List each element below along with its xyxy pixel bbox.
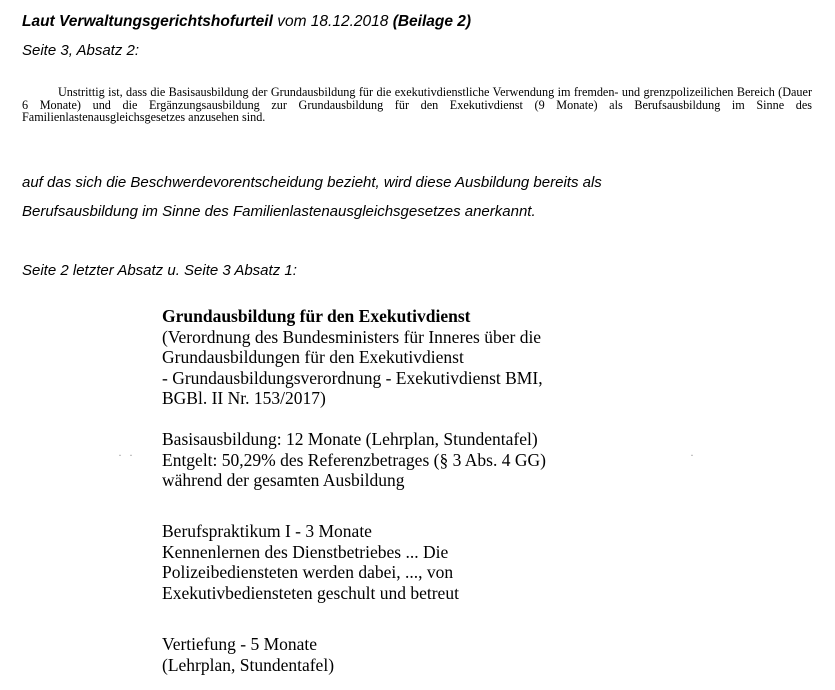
program-title: Grundausbildung für den Exekutivdienst (162, 306, 471, 326)
document-heading (22, 13, 471, 31)
quoted-ruling-paragraph: Unstrittig ist, dass die Basisausbildung der Grundausbildung für die exekutivdienstliche Verwendung im fremden- und grenzpolizeilichen Bereich (Dauer 6 Monate) und die Ergänzungsausbildung zur Grundausbildung für den Exekutivdienst (9 Monate) als Berufsausbildung im Sinne des Familienlastenausgleichsgesetzes anzusehen sind. (22, 85, 812, 124)
deepening-block (162, 634, 334, 675)
scan-artifact: · (690, 448, 696, 462)
statement-line-2: Berufsausbildung im Sinne des Familienlastenausgleichsgesetzes anerkannt. (22, 203, 536, 220)
program-overview (162, 306, 543, 409)
practicum-line: Berufspraktikum I - 3 Monate (162, 521, 372, 541)
regulation-line: Grundausbildungen für den Exekutivdienst (162, 347, 464, 367)
practicum-line: Exekutivbediensteten geschult und betreut (162, 582, 459, 603)
scan-artifact: · · (118, 448, 135, 462)
statement-line-1: auf das sich die Beschwerdevorentscheidung bezieht, wird diese Ausbildung bereits als (22, 174, 602, 191)
heading-court-ruling: Laut Verwaltungsgerichtshofurteil (22, 13, 273, 30)
practicum-line: Polizeibediensteten werden dabei, ..., von (162, 562, 454, 582)
practicum-line: Kennenlernen des Dienstbetriebes ... Die (162, 541, 449, 562)
heading-date: vom 18.12.2018 (277, 13, 389, 30)
regulation-line: - Grundausbildungsverordnung - Exekutivdienst BMI, (162, 367, 543, 388)
regulation-line: (Verordnung des Bundesministers für Inneres über die (162, 326, 542, 347)
page-reference-1: Seite 3, Absatz 2: (22, 42, 140, 59)
basic-training-line: während der gesamten Ausbildung (162, 470, 405, 490)
basic-training-line: Basisausbildung: 12 Monate (Lehrplan, Stundentafel) (162, 429, 538, 449)
regulation-line: BGBl. II Nr. 153/2017) (162, 388, 326, 408)
deepening-line: (Lehrplan, Stundentafel) (162, 654, 335, 675)
basic-training-line: Entgelt: 50,29% des Referenzbetrages (§ 3 Abs. 4 GG) (162, 449, 546, 470)
heading-annex: (Beilage 2) (392, 13, 472, 30)
page-reference-2: Seite 2 letzter Absatz u. Seite 3 Absatz 1: (22, 262, 297, 279)
basic-training-block (162, 429, 546, 491)
practicum-block (162, 521, 459, 603)
deepening-line: Vertiefung - 5 Monate (162, 634, 318, 654)
